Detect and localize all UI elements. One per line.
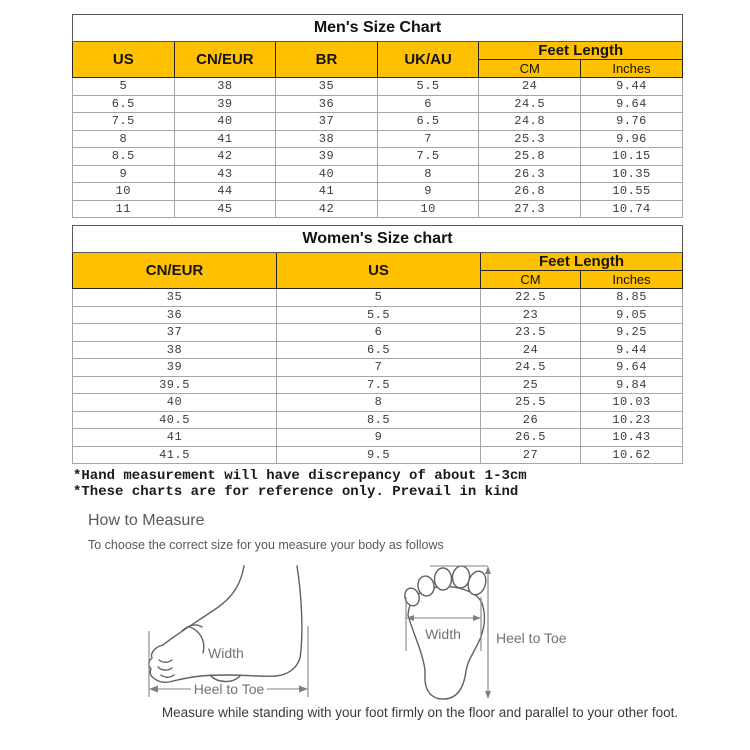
column-header-us: US — [277, 253, 481, 289]
width-label: Width — [425, 626, 461, 642]
table-cell: 9.25 — [581, 324, 683, 342]
table-row — [73, 95, 683, 113]
table-row — [73, 341, 683, 359]
foot-side-outline — [149, 566, 302, 682]
table-cell: 8 — [377, 165, 479, 183]
table-row — [73, 130, 683, 148]
how-to-measure-subtitle: To choose the correct size for you measure your body as follows — [88, 538, 444, 552]
table-cell: 6.5 — [277, 341, 481, 359]
table-cell: 8 — [73, 130, 175, 148]
table-cell: 23.5 — [481, 324, 581, 342]
column-header-cm: CM — [479, 60, 581, 78]
table-cell: 9.5 — [277, 446, 481, 464]
table-cell: 9.44 — [581, 341, 683, 359]
table-cell: 38 — [73, 341, 277, 359]
table-row — [73, 183, 683, 201]
table-cell: 41 — [174, 130, 276, 148]
mens-chart-title: Men's Size Chart — [73, 15, 683, 42]
table-cell: 25.8 — [479, 148, 581, 166]
table-row — [73, 376, 683, 394]
womens-header-row — [73, 253, 683, 271]
table-row — [73, 429, 683, 447]
table-cell: 10 — [377, 200, 479, 218]
table-row — [73, 289, 683, 307]
table-cell: 22.5 — [481, 289, 581, 307]
table-cell: 35 — [276, 78, 378, 96]
table-row — [73, 446, 683, 464]
womens-title-row — [73, 226, 683, 253]
table-cell: 37 — [276, 113, 378, 131]
table-cell: 9.44 — [580, 78, 682, 96]
table-cell: 27 — [481, 446, 581, 464]
table-cell: 25.3 — [479, 130, 581, 148]
table-cell: 41.5 — [73, 446, 277, 464]
table-cell: 6.5 — [73, 95, 175, 113]
table-cell: 41 — [276, 183, 378, 201]
table-cell: 9.64 — [581, 359, 683, 377]
table-cell: 39.5 — [73, 376, 277, 394]
table-row — [73, 200, 683, 218]
table-cell: 38 — [276, 130, 378, 148]
table-cell: 10.74 — [580, 200, 682, 218]
table-cell: 38 — [174, 78, 276, 96]
table-cell: 26.3 — [479, 165, 581, 183]
footnote-line: *These charts are for reference only. Prevail in kind — [73, 483, 519, 500]
womens-table-body — [73, 289, 683, 464]
table-cell: 9 — [277, 429, 481, 447]
table-cell: 10.35 — [580, 165, 682, 183]
heel-to-toe-label: Heel to Toe — [496, 630, 567, 646]
table-cell: 42 — [174, 148, 276, 166]
column-header-cneur: CN/EUR — [174, 42, 276, 78]
table-cell: 5.5 — [277, 306, 481, 324]
table-cell: 36 — [276, 95, 378, 113]
column-header-inches: Inches — [581, 271, 683, 289]
table-cell: 26.5 — [481, 429, 581, 447]
table-cell: 42 — [276, 200, 378, 218]
table-cell: 9 — [377, 183, 479, 201]
table-cell: 8.5 — [277, 411, 481, 429]
how-to-measure-title: How to Measure — [88, 512, 205, 529]
table-cell: 40 — [276, 165, 378, 183]
table-cell: 10.03 — [581, 394, 683, 412]
table-cell: 40 — [73, 394, 277, 412]
table-row — [73, 324, 683, 342]
table-cell: 8.85 — [581, 289, 683, 307]
table-cell: 37 — [73, 324, 277, 342]
table-cell: 39 — [276, 148, 378, 166]
table-cell: 9 — [73, 165, 175, 183]
table-cell: 10.55 — [580, 183, 682, 201]
measure-instruction-caption: Measure while standing with your foot firmly on the floor and parallel to your other foot. — [161, 705, 679, 720]
foot-side-view-diagram — [146, 563, 314, 705]
column-header-cm: CM — [481, 271, 581, 289]
table-cell: 7 — [277, 359, 481, 377]
table-cell: 6.5 — [377, 113, 479, 131]
table-cell: 7.5 — [277, 376, 481, 394]
table-cell: 45 — [174, 200, 276, 218]
table-cell: 23 — [481, 306, 581, 324]
table-cell: 40.5 — [73, 411, 277, 429]
table-row — [73, 78, 683, 96]
column-header-us: US — [73, 42, 175, 78]
womens-size-table — [72, 225, 683, 464]
mens-header-row — [73, 42, 683, 60]
womens-chart-title: Women's Size chart — [73, 226, 683, 253]
table-cell: 24.5 — [479, 95, 581, 113]
table-cell: 7 — [377, 130, 479, 148]
table-cell: 5.5 — [377, 78, 479, 96]
table-cell: 26 — [481, 411, 581, 429]
table-cell: 27.3 — [479, 200, 581, 218]
table-cell: 7.5 — [73, 113, 175, 131]
foot-sole-view-diagram — [400, 563, 588, 705]
table-cell: 10 — [73, 183, 175, 201]
table-cell: 35 — [73, 289, 277, 307]
table-cell: 24.8 — [479, 113, 581, 131]
table-cell: 25.5 — [481, 394, 581, 412]
table-row — [73, 306, 683, 324]
table-cell: 36 — [73, 306, 277, 324]
table-cell: 24 — [481, 341, 581, 359]
table-cell: 8 — [277, 394, 481, 412]
column-header-cneur: CN/EUR — [73, 253, 277, 289]
table-cell: 9.84 — [581, 376, 683, 394]
table-cell: 39 — [174, 95, 276, 113]
table-row — [73, 148, 683, 166]
table-cell: 24 — [479, 78, 581, 96]
table-cell: 24.5 — [481, 359, 581, 377]
table-cell: 40 — [174, 113, 276, 131]
table-cell: 5 — [73, 78, 175, 96]
column-header-ukau: UK/AU — [377, 42, 479, 78]
column-header-br: BR — [276, 42, 378, 78]
table-cell: 6 — [377, 95, 479, 113]
table-cell: 25 — [481, 376, 581, 394]
column-header-inches: Inches — [580, 60, 682, 78]
footnote-line: *Hand measurement will have discrepancy of about 1-3cm — [73, 468, 527, 484]
table-cell: 9.96 — [580, 130, 682, 148]
width-label: Width — [208, 645, 244, 661]
table-row — [73, 113, 683, 131]
column-header-feet-length: Feet Length — [481, 253, 683, 271]
footnotes — [73, 469, 527, 500]
table-cell: 10.43 — [581, 429, 683, 447]
table-row — [73, 394, 683, 412]
table-cell: 9.64 — [580, 95, 682, 113]
table-row — [73, 165, 683, 183]
table-cell: 11 — [73, 200, 175, 218]
table-row — [73, 359, 683, 377]
mens-title-row — [73, 15, 683, 42]
table-cell: 9.05 — [581, 306, 683, 324]
table-row — [73, 411, 683, 429]
table-cell: 10.15 — [580, 148, 682, 166]
mens-size-table — [72, 14, 683, 218]
table-cell: 10.62 — [581, 446, 683, 464]
table-cell: 9.76 — [580, 113, 682, 131]
heel-to-toe-label: Heel to Toe — [193, 681, 265, 697]
mens-table-body — [73, 78, 683, 218]
table-cell: 6 — [277, 324, 481, 342]
table-cell: 10.23 — [581, 411, 683, 429]
table-cell: 39 — [73, 359, 277, 377]
table-cell: 26.8 — [479, 183, 581, 201]
table-cell: 7.5 — [377, 148, 479, 166]
table-cell: 44 — [174, 183, 276, 201]
column-header-feet-length: Feet Length — [479, 42, 683, 60]
table-cell: 41 — [73, 429, 277, 447]
table-cell: 43 — [174, 165, 276, 183]
table-cell: 8.5 — [73, 148, 175, 166]
table-cell: 5 — [277, 289, 481, 307]
